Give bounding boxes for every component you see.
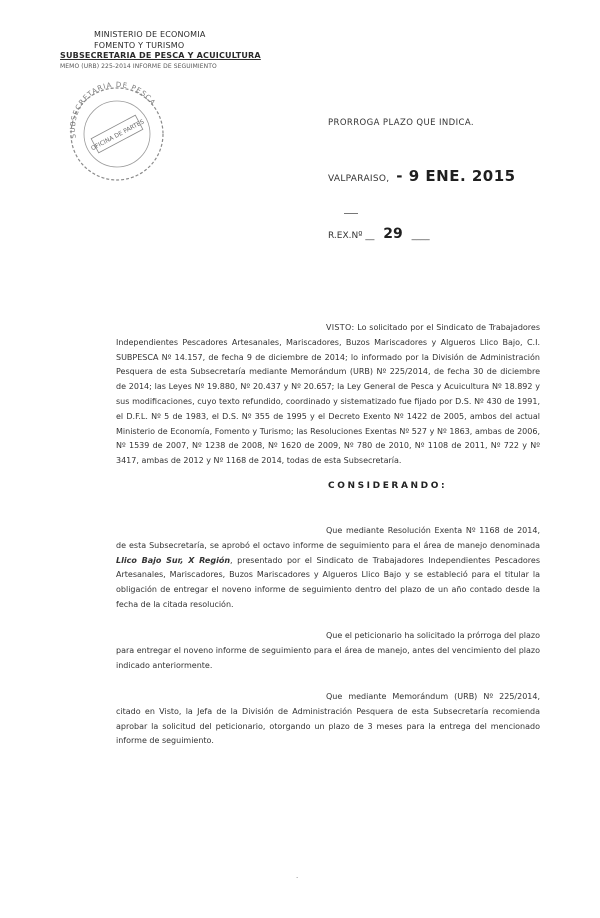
paragraph-text: , presentado por el Sindicato de Trabajadores Independientes Pescadores Artesanales, Mariscadores, Buzos Mariscadores y Algueros Llico Bajo y se estableció para el titular la obligación de entregar el noveno informe de seguimiento dentro del plazo de un año contado desde la fecha de la citada resolución. — [116, 555, 541, 609]
considerando-paragraph-2: Que el peticionario ha solicitado la prórroga del plazo para entregar el noveno informe de seguimiento para el área de manejo, antes del vencimiento del plazo indicado anteriormente. — [116, 631, 541, 670]
seal-ring-text: SUBSECRETARIA DE PESCA — [68, 80, 158, 140]
date-stamp: - 9 ENE. 2015 — [396, 167, 516, 185]
ministry-subline: FOMENTO Y TURISMO — [94, 40, 185, 50]
undersecretary-line: SUBSECRETARIA DE PESCA Y ACUICULTURA — [60, 51, 261, 60]
considerando-paragraph-3: Que mediante Memorándum (URB) Nº 225/2014, citado en Visto, la Jefa de la División de Administración Pesquera de esta Subsecretaría recomienda aprobar la solicitud del peticionario, otorgando un plazo de 3 meses para la entrega del mencionado informe de seguimiento. — [116, 692, 540, 746]
considerando-paragraph-1 — [116, 524, 540, 613]
resolution-label: R.EX.Nº __ — [328, 231, 375, 241]
date-line — [328, 167, 516, 185]
visto-text: Lo solicitado por el Sindicato de Trabajadores Independientes Pescadores Artesanales, Mariscadores, Buzos Mariscadores y Algueros Llico Bajo, C.I. SUBPESCA Nº 14.157, de fecha 9 de diciembre de 2014; lo informado por la División de Administración Pesquera de esta Subsecretaría mediante Memorándum (URB) Nº 225/2014, de fecha 30 de diciembre de 2014; las Leyes Nº 19.880, Nº 20.437 y Nº 20.657; la Ley General de Pesca y Acuicultura Nº 18.892 y sus modificaciones, cuyo texto refundido, coordinado y sistematizado fue fijado por D.S. Nº 430 de 1991, el D.F.L. Nº 5 de 1983, el D.S. Nº 355 de 1995 y el Decreto Exento Nº 1422 de 2005, ambos del actual Ministerio de Economía, Fomento y Turismo; las Resoluciones Exentas Nº 527 y Nº 1863, ambas de 2006, Nº 1539 de 2007, Nº 1238 de 2008, Nº 1620 de 2009, Nº 780 de 2010, Nº 1108 de 2011, Nº 722 y Nº 3417, ambas de 2012 y Nº 1168 de 2014, todas de esta Subsecretaría. — [116, 323, 541, 466]
resolution-number-line — [328, 226, 430, 242]
visto-paragraph — [116, 321, 540, 469]
resolution-label-trailing: ____ — [411, 231, 430, 241]
official-seal-stamp — [62, 76, 172, 186]
letterhead — [60, 30, 300, 72]
divider — [344, 213, 358, 214]
resolution-number: 29 — [383, 226, 403, 242]
ministry-line: MINISTERIO DE ECONOMIA — [94, 30, 206, 39]
date-label: VALPARAISO, — [328, 174, 390, 184]
considerando-heading: CONSIDERANDO: — [328, 481, 448, 491]
seal-inner-text: OFICINA DE PARTES — [89, 118, 146, 153]
visto-label: VISTO: — [326, 323, 355, 332]
document-title: PRORROGA PLAZO QUE INDICA. — [328, 118, 475, 128]
page-mark: · — [296, 874, 299, 882]
paragraph-text: Que mediante Resolución Exenta Nº 1168 de 2014, de esta Subsecretaría, se aprobó el octavo informe de seguimiento para el área de manejo denominada — [116, 526, 540, 550]
memo-reference: MEMO (URB) 225-2014 INFORME DE SEGUIMIENTO — [60, 62, 217, 70]
area-name: Llico Bajo Sur, X Región — [116, 555, 231, 565]
svg-text:SUBSECRETARIA DE PESCA — [69, 81, 157, 139]
